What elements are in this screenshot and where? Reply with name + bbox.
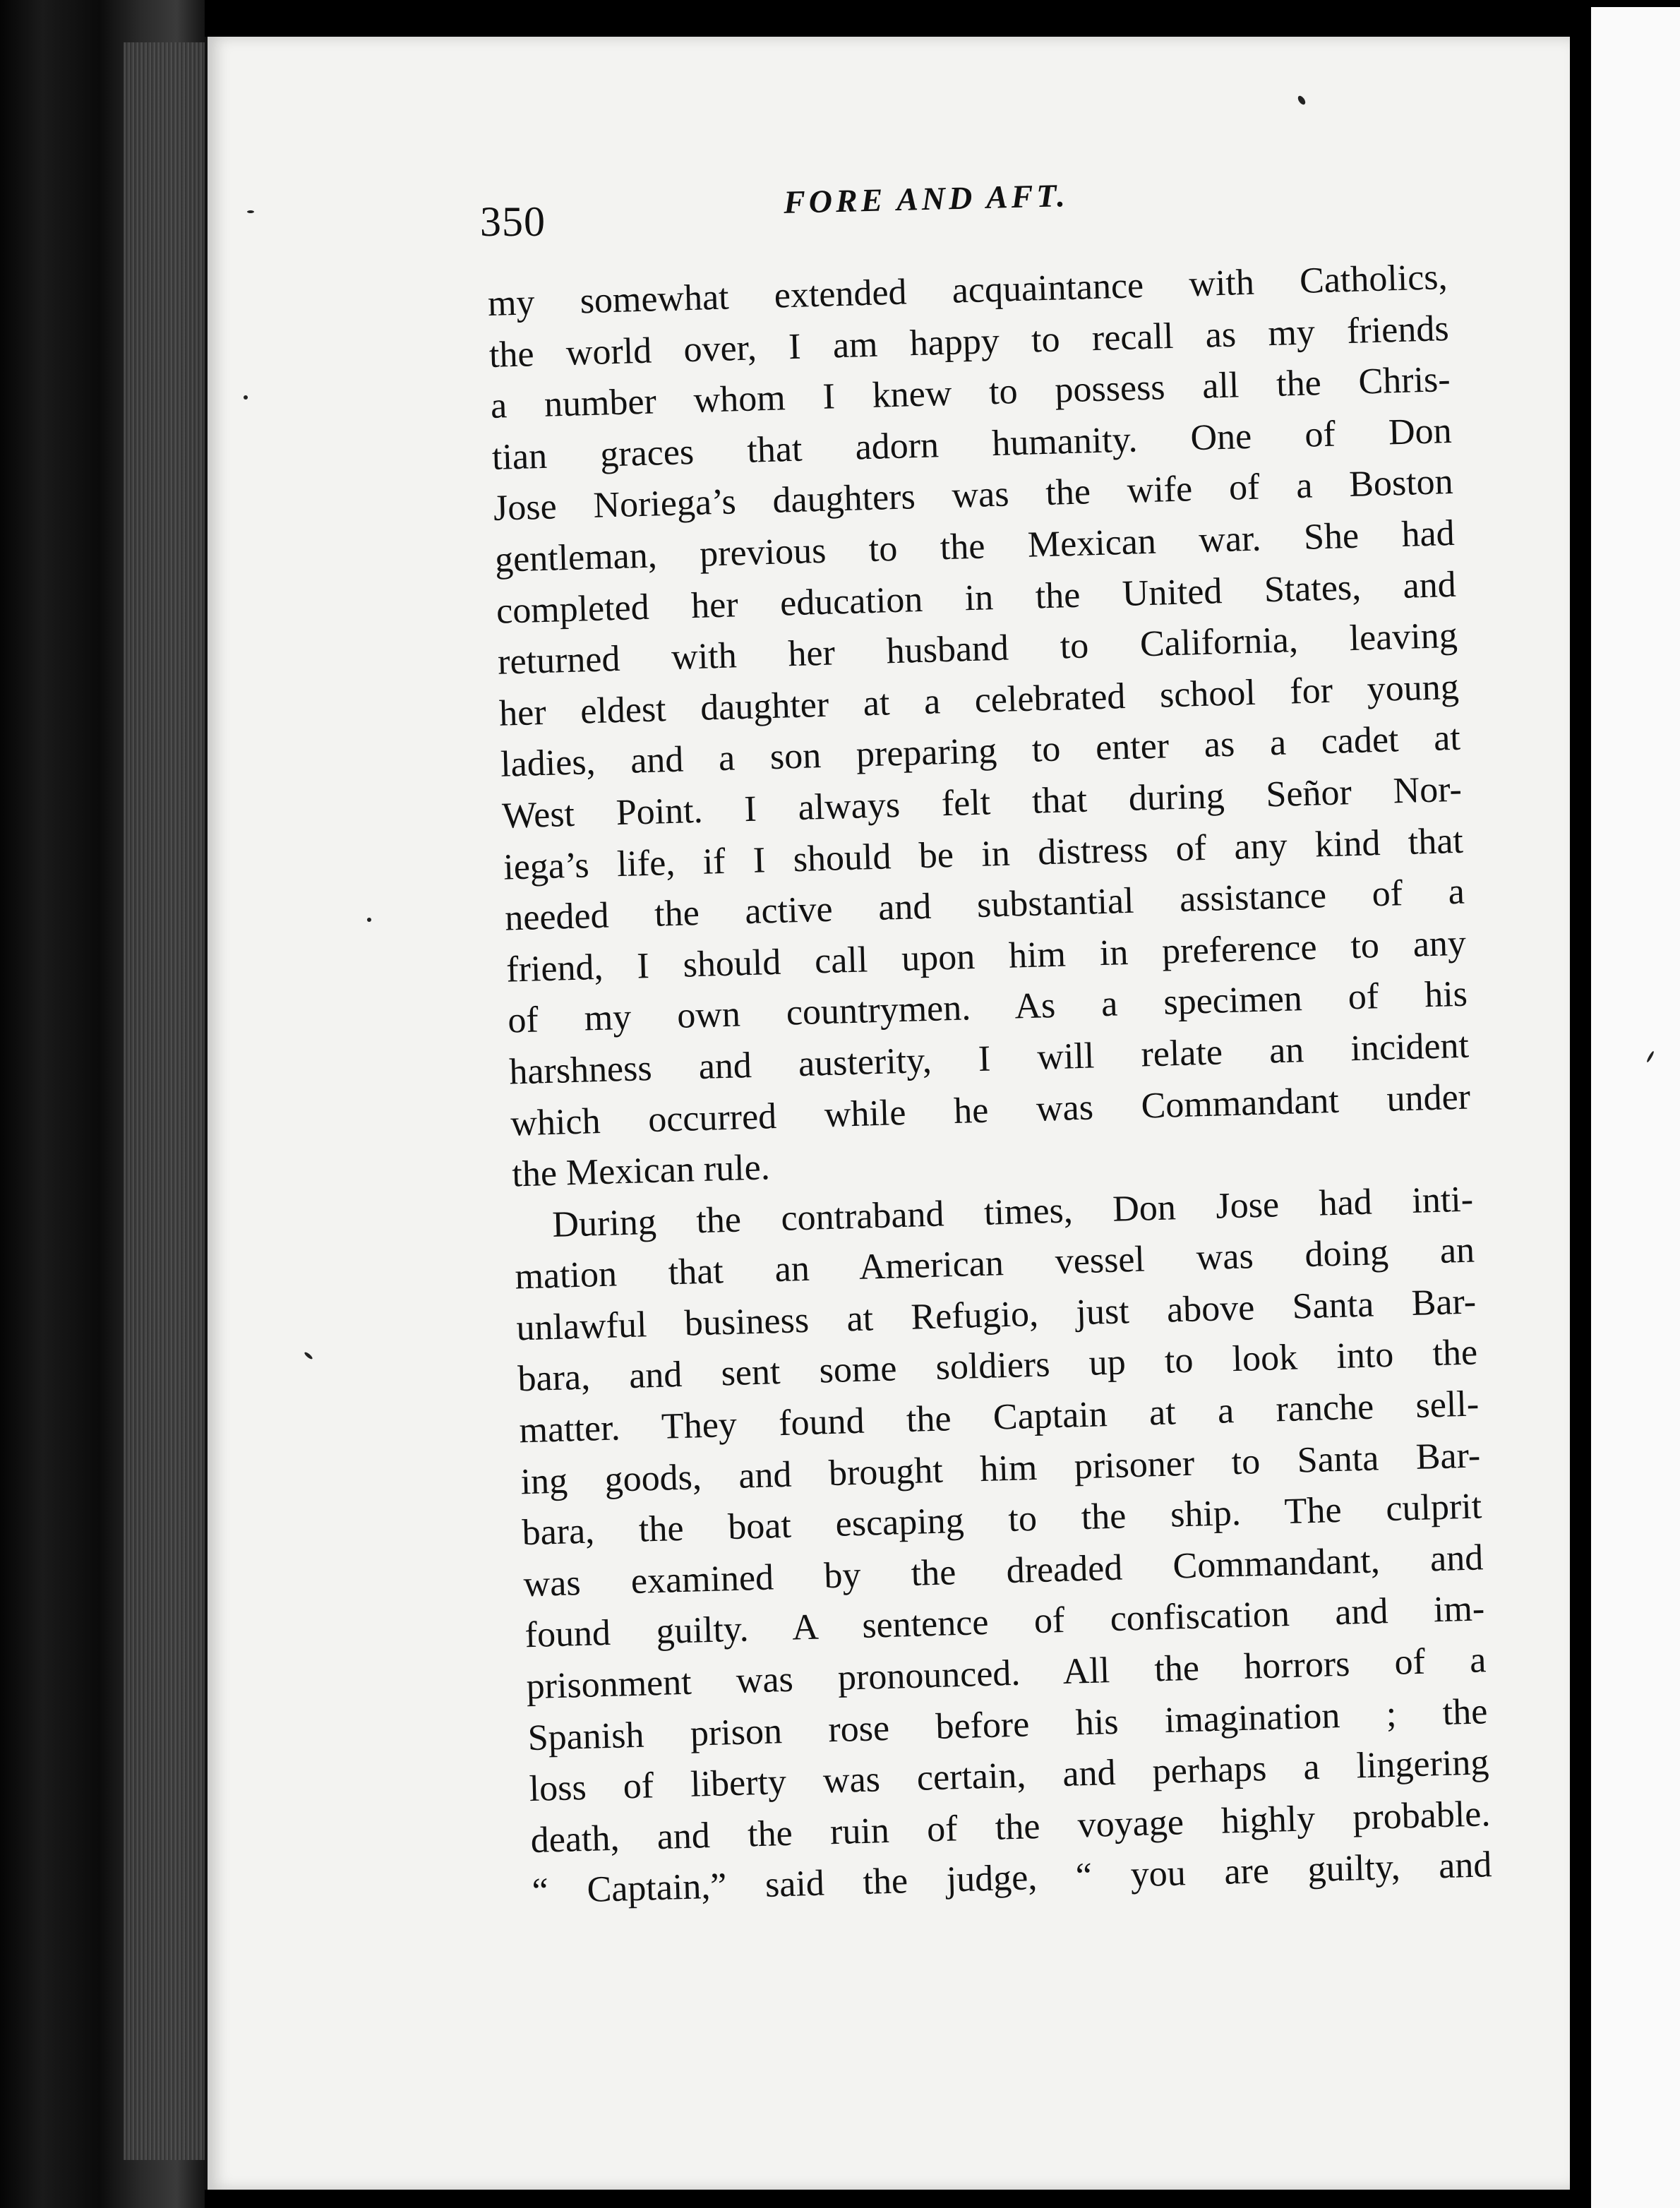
text-line: found guilty. A sentence of confiscation and im- [524,1588,1485,1656]
page-number: 350 [480,198,546,245]
text-line: friend, I should call upon him in preference to any [505,923,1467,990]
text-line: ladies, and a son preparing to enter as a cadet at [500,718,1461,786]
page-header [480,173,1186,245]
text-line: harshness and austerity, I will relate an incident [508,1025,1470,1093]
text-line: unlawful business at Refugio, just above Santa Bar- [515,1281,1477,1349]
text-line: of my own countrymen. As a specimen of his [507,973,1468,1041]
text-line: Spanish prison rose before his imagination ; the [527,1691,1489,1758]
scan-speck [367,918,371,922]
text-line: West Point. I always felt that during Señor Nor- [501,769,1463,836]
text-line: matter. They found the Captain at a ranche sell- [518,1384,1480,1451]
text-line: mation that an American vessel was doing an [514,1230,1475,1297]
paragraph-start-line: During the contraband times, Don Jose had inti- [551,1179,1474,1245]
scan-speck [247,210,254,213]
text-line: iega’s life, if I should be in distress of any kind that [503,820,1464,888]
text-line: needed the active and substantial assistance of a [504,871,1465,939]
text-line: tian graces that adorn humanity. One of Don [491,410,1453,478]
paragraph-end-line: the Mexican rule. [511,1147,771,1195]
text-line: her eldest daughter at a celebrated school for young [498,666,1460,734]
running-head: FORE AND AFT. [783,177,1069,220]
text-line: a number whom I knew to possess all the Chris- [490,359,1451,427]
text-line: ing goods, and brought him prisoner to Santa Bar- [520,1435,1481,1502]
text-line: prisonment was pronounced. All the horrors of a [525,1640,1487,1708]
text-line: was examined by the dreaded Commandant, and [522,1537,1484,1605]
text-line: my somewhat extended acquaintance with Catholics, [487,257,1448,324]
text-line: bara, the boat escaping to the ship. The culprit [521,1486,1482,1554]
text-line: loss of liberty was certain, and perhaps a lingering [528,1742,1490,1810]
scan-speck [244,395,248,400]
text-line: the world over, I am happy to recall as my friends [488,308,1450,376]
text-line: completed her education in the United States, and [496,564,1457,632]
text-line: gentleman, previous to the Mexican war. She had [494,512,1456,580]
text-line: returned with her husband to California, leaving [497,615,1458,683]
facing-page-edge [1587,7,1680,2208]
text-line: bara, and sent some soldiers up to look into the [517,1332,1478,1400]
page-stack-edge [124,42,208,2160]
text-line: which occurred while he was Commandant under [510,1076,1471,1144]
body-text [487,252,1492,1918]
text-line: “ Captain,” said the judge, “ you are guilty, and [532,1844,1493,1912]
text-line: death, and the ruin of the voyage highly probable. [530,1793,1492,1861]
text-line: Jose Noriega’s daughters was the wife of a Boston [493,462,1454,529]
